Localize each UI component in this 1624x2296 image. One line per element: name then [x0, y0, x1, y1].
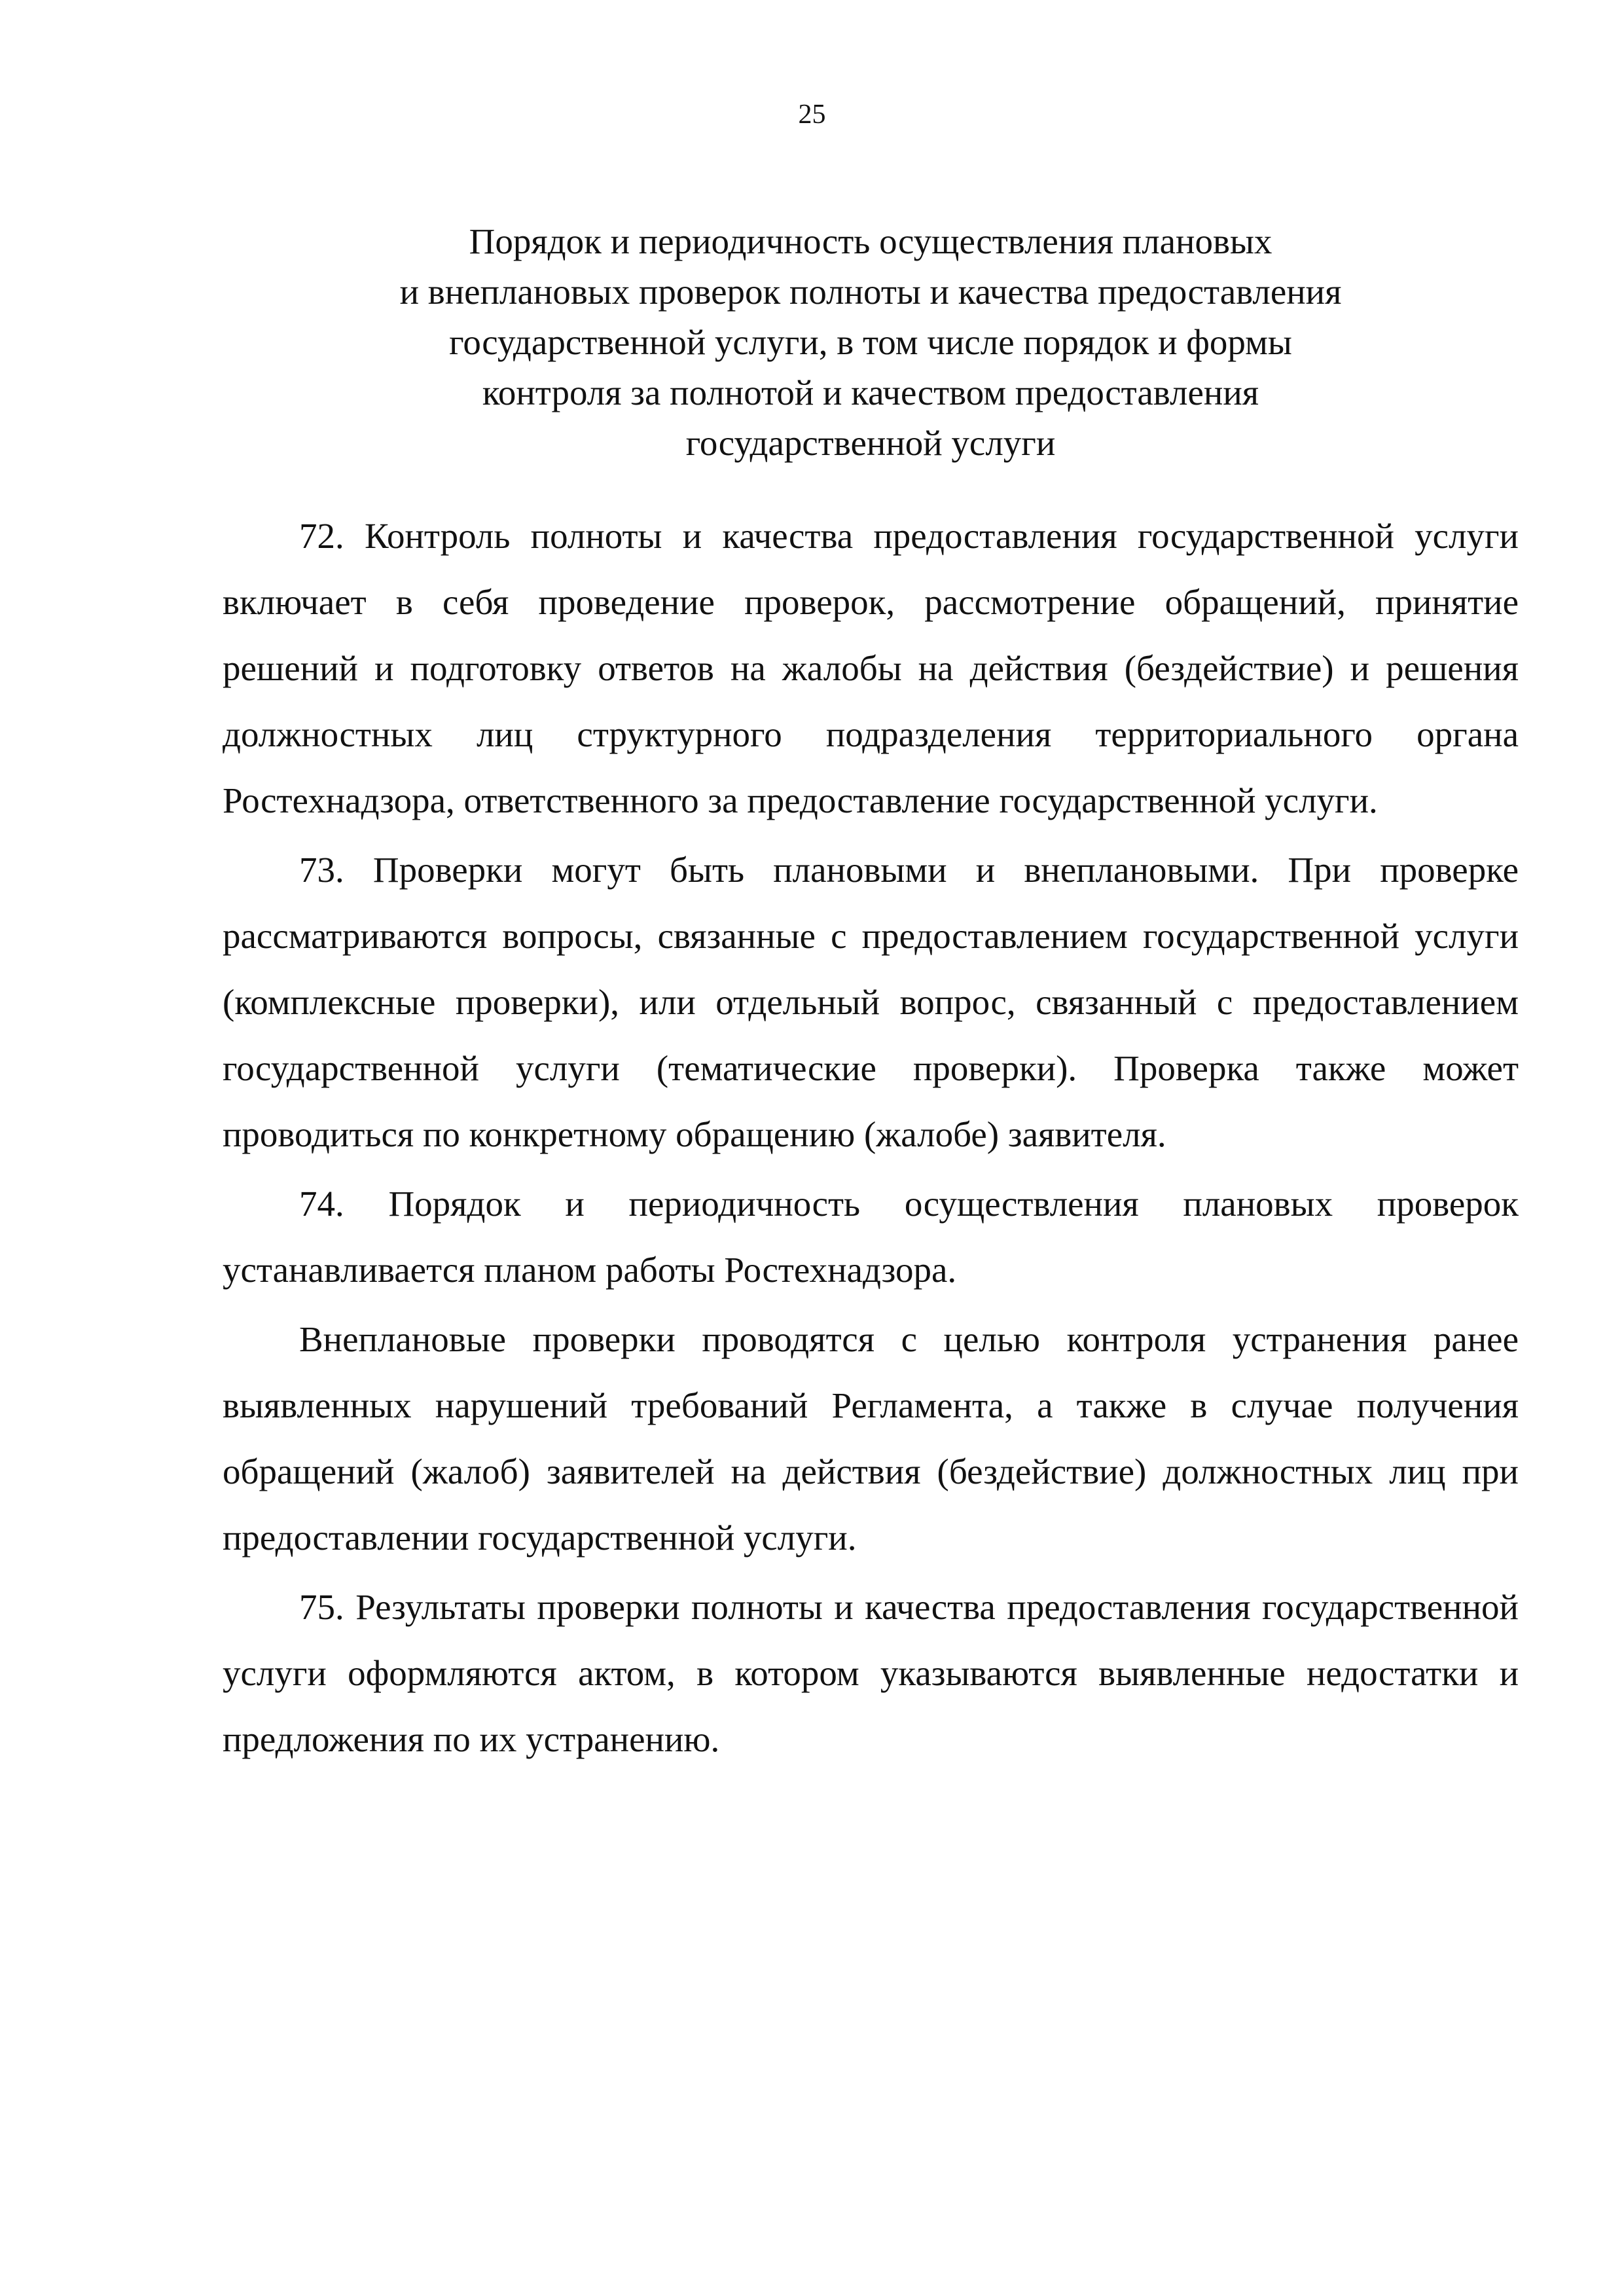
heading-line: Порядок и периодичность осуществления плановых	[469, 221, 1272, 261]
section-heading	[249, 216, 1492, 468]
page-number: 25	[798, 100, 826, 130]
paragraph-74: 74. Порядок и периодичность осуществления плановых проверок устанавливается планом работы Ростехнадзора.	[223, 1184, 1519, 1290]
paragraph-74-continued: Внеплановые проверки проводятся с целью контроля устранения ранее выявленных нарушений требований Регламента, а также в случае получения обращений (жалоб) заявителей на действия (бездействие) должностных лиц при предоставлении государственной услуги.	[223, 1319, 1519, 1558]
heading-line: и внеплановых проверок полноты и качества предоставления	[399, 272, 1342, 312]
paragraph-75: 75. Результаты проверки полноты и качества предоставления государственной услуги оформляются актом, в котором указываются выявленные недостатки и предложения по их устранению.	[223, 1587, 1519, 1759]
paragraph-73: 73. Проверки могут быть плановыми и внеплановыми. При проверке рассматриваются вопросы, связанные с предоставлением государственной услуги (комплексные проверки), или отдельный вопрос, связанный с предоставлением государственной услуги (тематические проверки). Проверка также может проводиться по конкретному обращению (жалобе) заявителя.	[223, 850, 1519, 1154]
heading-line: контроля за полнотой и качеством предоставления	[482, 373, 1259, 412]
paragraph-72: 72. Контроль полноты и качества предоставления государственной услуги включает в себя проведение проверок, рассмотрение обращений, принятие решений и подготовку ответов на жалобы на действия (бездействие) и решения должностных лиц структурного подразделения территориального органа Ростехнадзора, ответственного за предоставление государственной услуги.	[223, 516, 1519, 820]
heading-line: государственной услуги	[685, 423, 1056, 463]
heading-line: государственной услуги, в том числе порядок и формы	[449, 322, 1292, 362]
document-body	[223, 503, 1519, 1776]
